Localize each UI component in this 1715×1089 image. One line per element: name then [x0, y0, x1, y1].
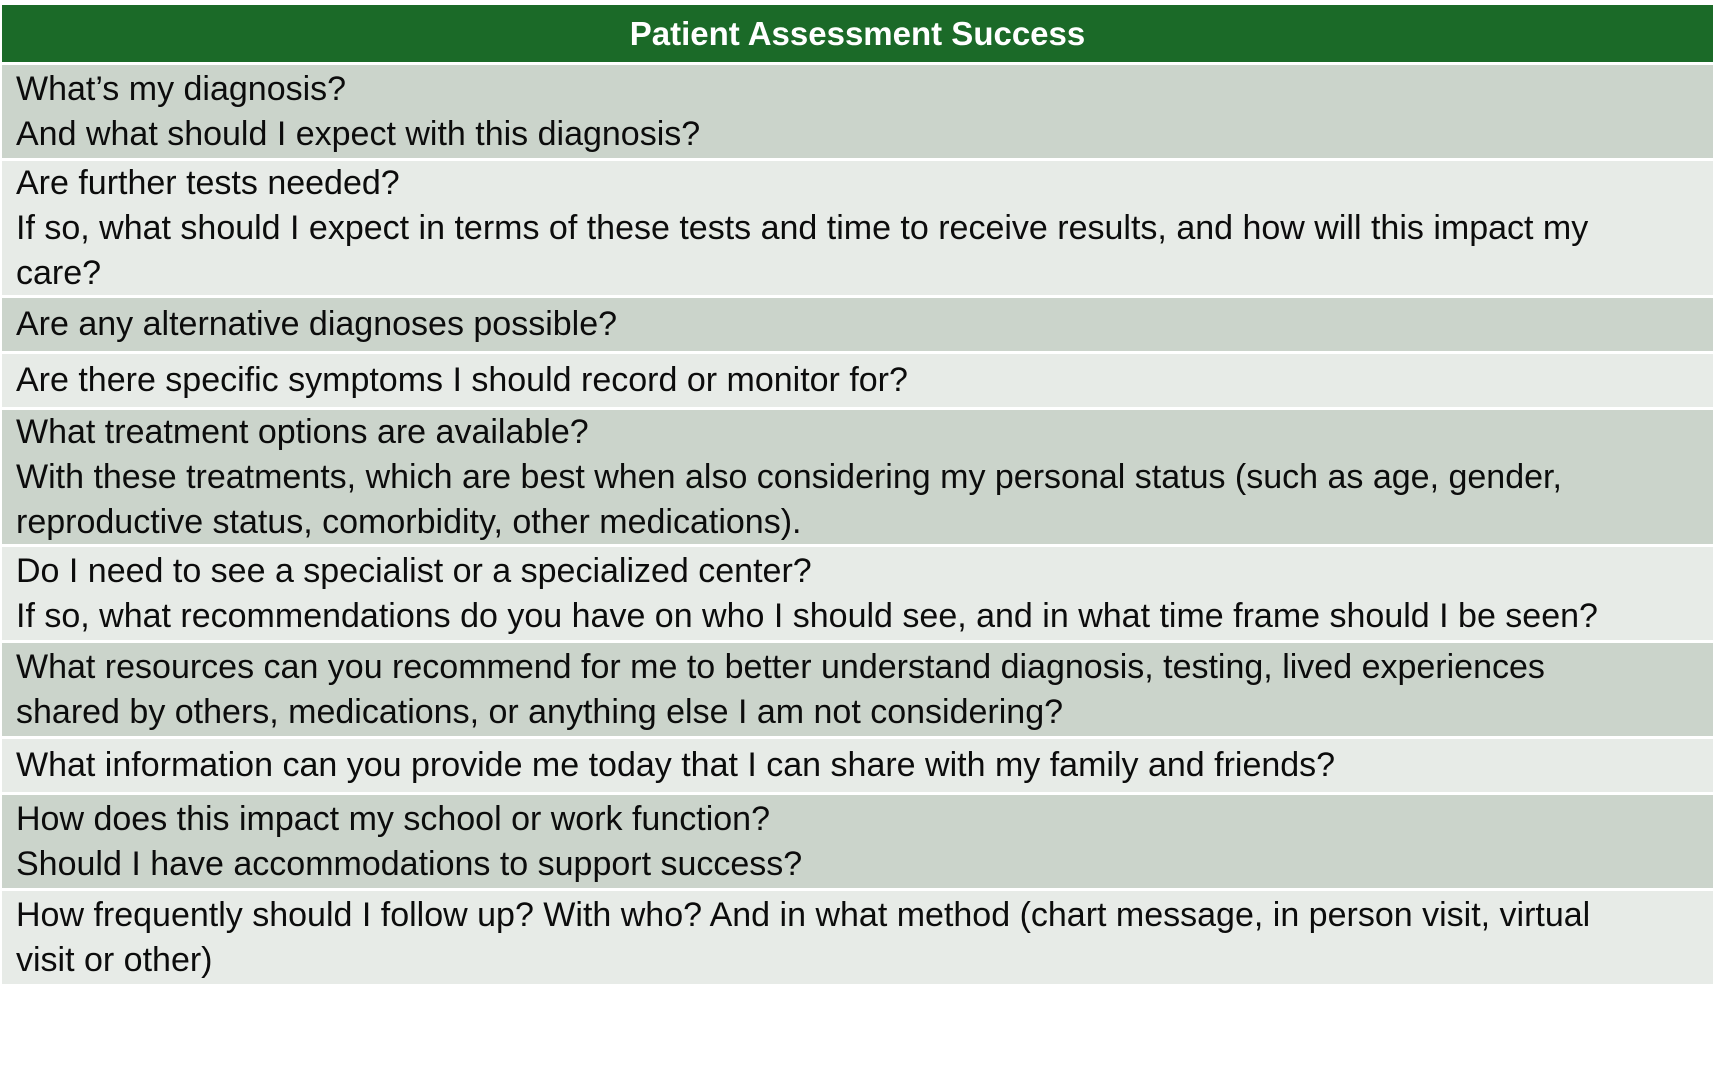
row-text: What information can you provide me today that I can share with my family and friends?: [16, 746, 1336, 784]
row-text: What treatment options are available?: [16, 412, 589, 451]
row-text: reproductive status, comorbidity, other medications).: [16, 502, 802, 541]
table-row: [2, 410, 1713, 547]
row-text: If so, what recommendations do you have on who I should see, and in what time frame should I be seen?: [16, 596, 1598, 635]
row-text: visit or other): [16, 940, 213, 979]
row-text: shared by others, medications, or anything else I am not considering?: [16, 692, 1064, 731]
table-row: [2, 891, 1713, 987]
row-text: With these treatments, which are best when also considering my personal status (such as age, gender,: [16, 457, 1562, 496]
row-text: How frequently should I follow up? With who? And in what method (chart message, in person visit, virtual: [16, 895, 1591, 934]
row-text: If so, what should I expect in terms of these tests and time to receive results, and how will this impact my: [16, 208, 1589, 247]
table-row: [2, 547, 1713, 643]
table-row: [2, 643, 1713, 739]
table-row: [2, 739, 1713, 795]
row-text: Are any alternative diagnoses possible?: [16, 305, 618, 343]
table-row: [2, 795, 1713, 891]
table-title: Patient Assessment Success: [2, 5, 1713, 65]
table-row: [2, 161, 1713, 298]
row-text: How does this impact my school or work function?: [16, 799, 770, 838]
row-text: Are there specific symptoms I should record or monitor for?: [16, 361, 908, 399]
table-row: [2, 354, 1713, 410]
table-row: [2, 298, 1713, 354]
row-text: Do I need to see a specialist or a specialized center?: [16, 551, 812, 590]
row-text: care?: [16, 253, 102, 292]
row-text: Should I have accommodations to support success?: [16, 844, 803, 883]
row-text: Are further tests needed?: [16, 163, 400, 202]
row-text: What’s my diagnosis?: [16, 69, 347, 108]
assessment-table: [2, 5, 1713, 987]
row-text: And what should I expect with this diagnosis?: [16, 114, 701, 153]
row-text: What resources can you recommend for me to better understand diagnosis, testing, lived experiences: [16, 647, 1545, 686]
table-row: [2, 65, 1713, 161]
